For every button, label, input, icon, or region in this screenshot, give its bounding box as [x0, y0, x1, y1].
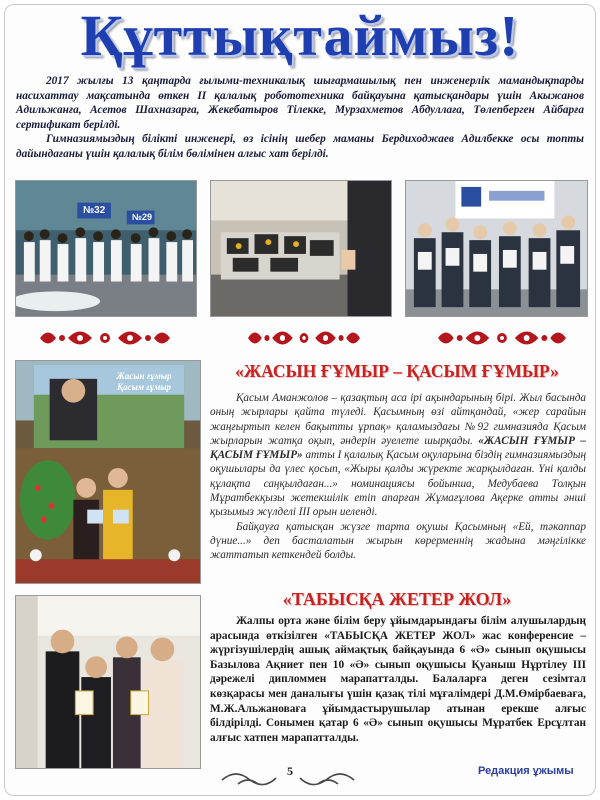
text-kasym-event-name: «ЖАСЫН ҒҰМЫР – ҚАСЫМ ҒҰМЫР» [210, 434, 586, 462]
photo-group-certificates [405, 180, 588, 317]
ornament-divider-center [248, 327, 360, 349]
page-number: 5 [287, 764, 293, 778]
section-text-kasym [210, 391, 586, 563]
editor-credit: Редакция ұжымы [478, 765, 574, 777]
section-text-success [210, 614, 586, 745]
poster-title: Жасын ғұмыр Қасым ғұмыр [116, 371, 172, 392]
photo-robots [210, 180, 392, 317]
intro-paragraph-engineer: Гимназиямыздың білікті инженері, өз ісінің шебер маманы Бердиходжаев Адилбекке осы топты дайындағаны үшін қалалық білім бөлімінен алғыс хат берілді. [16, 133, 584, 160]
photo-students-signs [15, 180, 197, 317]
sign-number-right: №29 [132, 212, 153, 222]
paragraph-kasym-contest [210, 391, 586, 520]
photo-kasym-event [15, 360, 201, 584]
sign-number-left: №32 [83, 205, 106, 216]
section-heading-success: «ТАБЫСҚА ЖЕТЕР ЖОЛ» [282, 589, 512, 609]
page-title: Құттықтаймыз! [80, 3, 520, 68]
text-kasym-intro: Қасым Аманжолов – қазақтың аса ірі ақындарының бірі. Жыл басында оның жырлары қайта түледі. Қасымның өзі айтқандай, «жер сарайын жаңғыртып келен бақытты ұрпақ» қаламыздағы №92 гимназияда Қасым жырларын жатқа оқып, әндерін әуелете шырқады. [210, 392, 586, 447]
photo-diploma-winners [15, 595, 201, 769]
paragraph-kasym-audience: Байқауға қатысқан жүзге тарта оқушы Қасымның «Ей, тәкаппар дүние...» деп басталатын жырын көрерменнің жадына мәңгілікке жаттатып кеткендей болды. [210, 520, 586, 562]
ornament-divider-right [438, 327, 566, 349]
section-heading-kasym: «ЖАСЫН ҒҰМЫР – ҚАСЫМ ҒҰМЫР» [235, 361, 559, 381]
ornament-divider-left [40, 327, 170, 349]
paragraph-success-conference: Жалпы орта және білім беру ұйымдарындағы білім алушылардың арасында өткізілген «ТАБЫСҚА ЖЕТЕР ЖОЛ» жас конференсие – жүргізушілердің ашық аймақтық байқауында 6 «Ә» сынып оқушысы Базылова Ақниет пен 10 «Ә» сынып оқушысы Қуаныш Нұртілеу ІІІ дәрежелі дипломмен марапатталды. Балаларға деген сезімтал көзқарасы мен даналығы үшін қазақ тілі мұғалімдері Д.М.Өмірбаеваға, М.Ж.Альжановаға ұйымдастырушылар атынан ерекше алғыс білдірілді. Сонымен қатар 6 «Ә» сынып оқушысы Мұратбек Ерсұлтан алғыс хатпен марапатталды. [210, 615, 586, 744]
text-kasym-result: атты І қалалық Қасым оқуларына біздің гимназиямыздың оқушылары да үлес қосып, «Жыры қалды жүректе жарқылдаған. Үні қалды құлақта саңқылдаған...» номинациясы бойынша, Медубаева Толқын Мұратбекқызы жетекшілік етіп апарған Жұмағұлова Ақерке атты әншi қызымыз жүлделі ІІІ орын иеленді. [210, 449, 587, 519]
intro-paragraph-robotics: 2017 жылғы 13 қаңтарда ғылыми-техникалық шығармашылық пен инженерлік мамандықтарды насихаттау мақсатында өткен II қалалық робототехника байқауына қатысқандары үшін Акыжанов Адильжанға, Асетов Шахназарға, Жекебатыров Тілекке, Мурзахметов Абдуллаға, Төлепберген Айбарға сертификат берілді. [16, 75, 584, 131]
intro-text [16, 74, 584, 162]
